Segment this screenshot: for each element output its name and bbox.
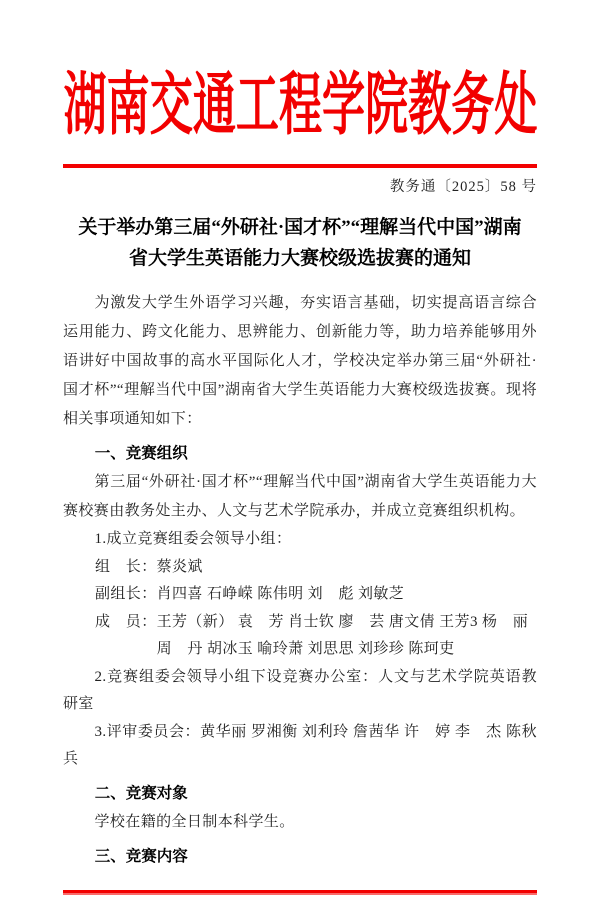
section-heading-competition-organization: 一、竞赛组织 — [94, 445, 188, 462]
notice-title — [63, 212, 537, 274]
role-names-leader: 蔡炎斌 — [156, 558, 203, 575]
role-row-deputy-leaders — [63, 581, 537, 609]
role-row-leader — [63, 554, 537, 582]
role-names-members: 王芳（新） 袁 芳 肖士钦 廖 芸 唐文倩 王芳3 杨 丽 周 丹 胡冰玉 喻玲萧 刘思思 刘珍珍 陈珂吏 — [156, 613, 529, 657]
role-label-members: 成 员： — [95, 613, 157, 630]
masthead-divider — [63, 164, 537, 168]
masthead-title: 湖南交通工程学院教务处 — [63, 66, 537, 143]
role-names-deputy-leaders: 肖四喜 石峥嵘 陈伟明 刘 彪 刘敏芝 — [156, 586, 405, 602]
section2-paragraph: 学校在籍的全日制本科学生。 — [94, 813, 295, 830]
section1-item-leading-group: 1.成立竞赛组委会领导小组： — [94, 531, 292, 547]
masthead — [63, 60, 537, 150]
section-heading-competition-content: 三、竞赛内容 — [94, 847, 188, 865]
section1-item-review-committee: 3.评审委员会：黄华丽 罗湘衡 刘利玲 詹茜华 许 婷 李 杰 陈秋兵 — [63, 723, 537, 767]
intro-paragraph: 为激发大学生外语学习兴趣，夯实语言基础，切实提高语言综合运用能力、跨文化能力、思辨能力、创新能力等，助力培养能够用外语讲好中国故事的高水平国际化人才，学校决定举办第三届“外研社·国才杯”“理解当代中国”湖南省大学生英语能力大赛校级选拔赛。现将相关事项通知如下： — [63, 295, 537, 427]
notice-title-line2: 省大学生英语能力大赛校级选拔赛的通知 — [128, 248, 471, 269]
section1-paragraph: 第三届“外研社·国才杯”“理解当代中国”湖南省大学生英语能力大赛校赛由教务处主办、人文与艺术学院承办，并成立竞赛组织机构。 — [63, 474, 537, 519]
role-label-leader: 组 长： — [95, 558, 157, 575]
section-heading-competition-participants: 二、竞赛对象 — [94, 784, 188, 802]
role-row-members — [63, 609, 537, 664]
notice-title-line1: 关于举办第三届“外研社·国才杯”“理解当代中国”湖南 — [78, 217, 522, 238]
doc-number: 教务通〔2025〕58 号 — [389, 179, 537, 195]
section1-item-competition-office: 2.竞赛组委会领导小组下设竞赛办公室：人文与艺术学院英语教研室 — [63, 668, 537, 712]
document-page — [0, 60, 600, 908]
role-label-deputy-leaders: 副组长： — [95, 586, 157, 602]
footer-divider — [63, 890, 537, 893]
